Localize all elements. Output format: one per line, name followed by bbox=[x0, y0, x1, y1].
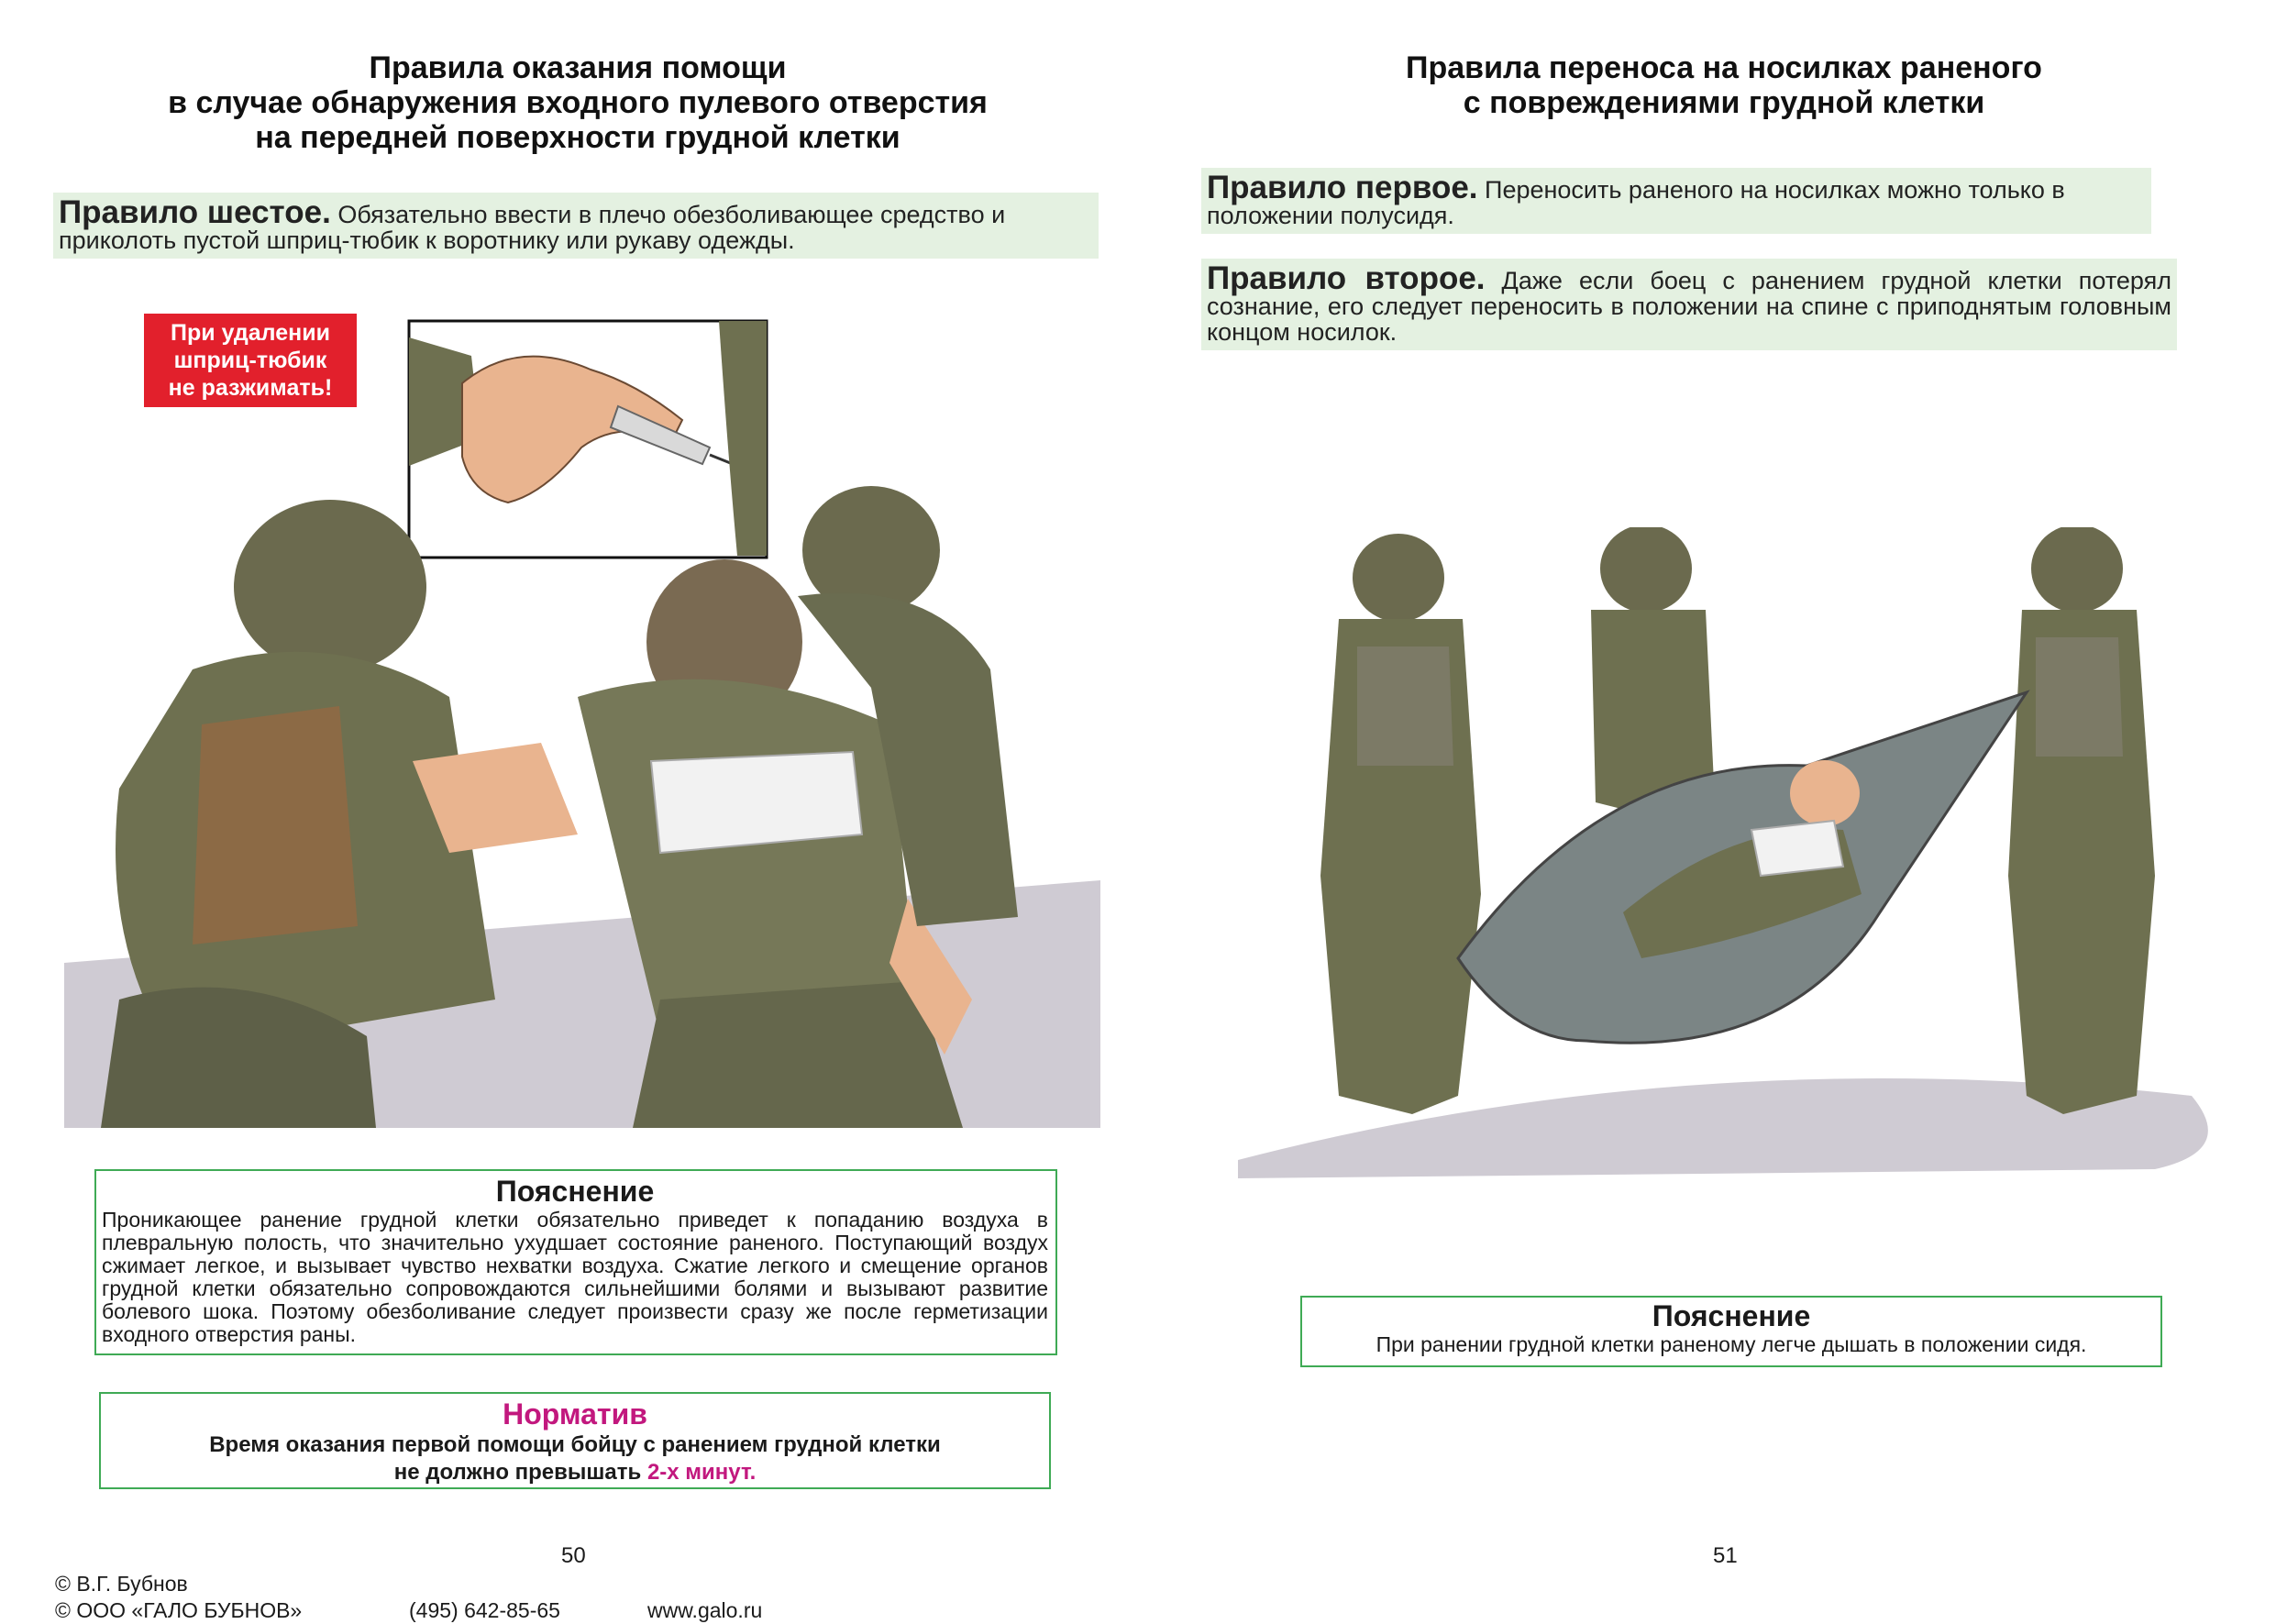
warning-label bbox=[144, 314, 357, 407]
norm-time-value: 2-х минут. bbox=[646, 1460, 757, 1485]
right-title-line-2: с повреждениями грудной клетки bbox=[1463, 85, 1985, 120]
right-explanation-text: При ранении грудной клетки раненому легче дышать в положении сидя. bbox=[1376, 1332, 2087, 1356]
left-page-number: 50 bbox=[561, 1543, 586, 1568]
left-title-line-2: в случае обнаружения входного пулевого отверстия bbox=[168, 85, 988, 120]
footer-company: © ООО «ГАЛО БУБНОВ» bbox=[55, 1598, 303, 1622]
rule-one-lead: Правило первое. bbox=[1207, 170, 1478, 205]
warning-line-2: шприц-тюбик bbox=[173, 348, 327, 373]
rule-two-lead: Правило второе. bbox=[1207, 260, 1486, 296]
left-title-line-3: на передней поверхности грудной клетки bbox=[255, 120, 900, 155]
rule-two-block bbox=[1201, 259, 2177, 350]
rule-six-block bbox=[53, 193, 1099, 259]
stretcher-carry-illustration bbox=[1238, 527, 2237, 1188]
rule-six-text: Обязательно ввести в плечо обезболивающее средство и приколоть пустой шприц-тюбик к воротнику или рукаву одежды. bbox=[59, 201, 1006, 254]
first-aid-scene-illustration bbox=[64, 486, 1100, 1146]
warning-line-1: При удалении bbox=[171, 320, 330, 346]
footer-author: © В.Г. Бубнов bbox=[55, 1572, 188, 1596]
left-explanation-heading: Пояснение bbox=[495, 1175, 655, 1208]
norm-line-1: Время оказания первой помощи бойцу с ранением грудной клетки bbox=[209, 1432, 941, 1457]
rule-one-text: Переносить раненого на носилках можно только в положении полусидя. bbox=[1207, 176, 2065, 229]
right-explanation-heading: Пояснение bbox=[1652, 1299, 1811, 1332]
right-page-number: 51 bbox=[1713, 1543, 1738, 1568]
norm-box bbox=[99, 1392, 1051, 1489]
footer-website[interactable]: www.galo.ru bbox=[647, 1598, 763, 1622]
norm-text bbox=[108, 1431, 1042, 1486]
rule-two-text: Даже если боец с ранением грудной клетки потерял сознание, его следует переносить в положении на спине с приподнятым головным концом носилок. bbox=[1207, 267, 2171, 346]
rule-one-block bbox=[1201, 168, 2151, 234]
footer-phone: (495) 642-85-65 bbox=[409, 1598, 560, 1622]
right-explanation-box bbox=[1300, 1296, 2162, 1367]
right-page-title bbox=[1192, 50, 2256, 120]
rule-six-lead: Правило шестое. bbox=[59, 194, 331, 230]
norm-line-2-prefix: не должно превышать bbox=[393, 1460, 647, 1485]
norm-heading: Норматив bbox=[503, 1398, 647, 1431]
left-page-title bbox=[55, 50, 1100, 155]
right-title-line-1: Правила переноса на носилках раненого bbox=[1406, 50, 2042, 85]
warning-line-3: не разжимать! bbox=[168, 375, 333, 401]
left-title-line-1: Правила оказания помощи bbox=[369, 50, 787, 85]
left-explanation-text: Проникающее ранение грудной клетки обязательно приведет к попаданию воздуха в плевральную полость, что значительно ухудшает состояние раненого. Поступающий воздух сжимает легкое, и вызывает чувство нехватки воздуха. Сжатие легкого и смещение органов грудной клетки обязательно сопровождаются сильнейшими болями и вызывают развитие болевого шока. Поэтому обезболивание следует произвести сразу же после герметизации входного отверстия раны. bbox=[102, 1208, 1048, 1346]
left-explanation-box bbox=[94, 1169, 1057, 1355]
